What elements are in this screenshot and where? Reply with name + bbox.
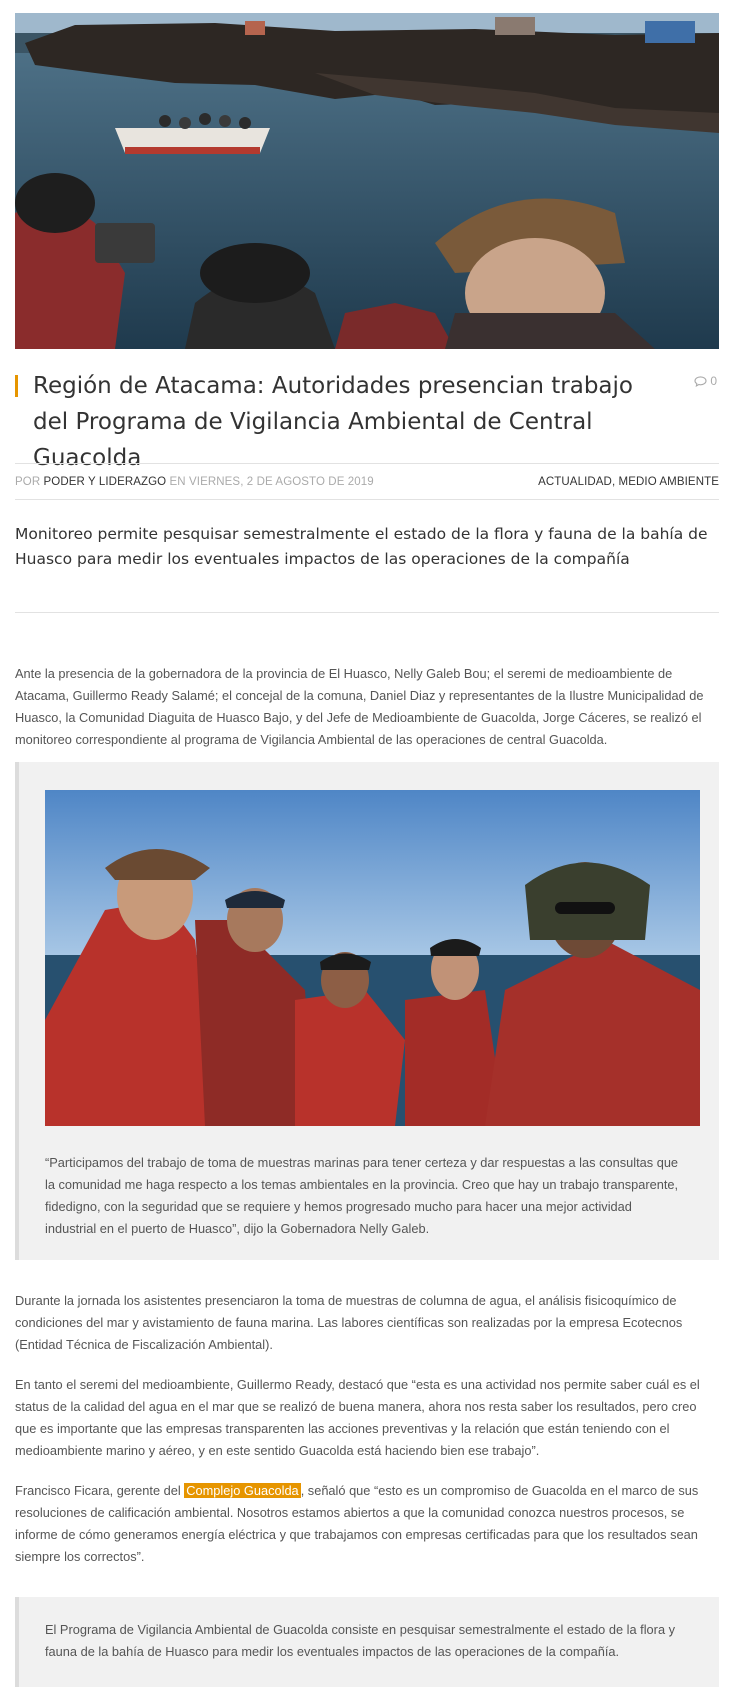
article-lead: Monitoreo permite pesquisar semestralmente el estado de la flora y fauna de la bahía de Huasco para medir los eventuales impactos de las operaciones de la compañía (15, 525, 708, 568)
category-list (538, 476, 719, 488)
quote-1-text: “Participamos del trabajo de toma de muestras marinas para tener certeza y dar respuestas a las consultas que la comunidad me haga respecto a los temas ambientales en la provincia. Creo que hay un trabajo transparente, fidedigno, con la seguridad que se requiere y hemos progresado mucho para hacer una mejor actividad industrial en el puerto de Huasco”, dijo la Gobernadora Nelly Galeb. (45, 1155, 679, 1236)
comment-icon (694, 376, 707, 387)
paragraph-4-before: Francisco Ficara, gerente del (15, 1483, 185, 1498)
article-title: Región de Atacama: Autoridades presencian trabajo del Programa de Vigilancia Ambiental de Central Guacolda (33, 373, 633, 471)
article-meta (15, 463, 719, 500)
paragraph-1: Ante la presencia de la gobernadora de la provincia de El Huasco, Nelly Galeb Bou; el seremi de medioambiente de Atacama, Guillermo Ready Salamé; el concejal de la comuna, Daniel Diaz y representantes de la Ilustre Municipalidad de Huasco, la Comunidad Diaguita de Huasco Bajo, y del Jefe de Medioambiente de Guacolda, Jorge Cáceres, se realizó el monitoreo correspondiente al programa de Vigilancia Ambiental de las operaciones de central Guacolda. (15, 666, 704, 747)
by-prefix: POR (15, 475, 41, 488)
hero-photo-illustration (15, 13, 719, 349)
paragraph-3: En tanto el seremi del medioambiente, Guillermo Ready, destacó que “esta es una actividad nos permite saber cuál es el status de la calidad del agua en el mar que se realizó de buena manera, ahora nos resta saber los resultados, pero creo que es importante que las empresas transparenten las acciones preventivas y la relación que están teniendo con el medioambiente marino y aéreo, y en este sentido Guacolda está haciendo bien ese trabajo”. (15, 1377, 700, 1458)
byline (15, 476, 374, 488)
date-prefix: EN (169, 475, 186, 488)
comment-count-link[interactable] (694, 374, 717, 388)
publish-date: VIERNES, 2 DE AGOSTO DE 2019 (189, 475, 374, 488)
paragraph-2: Durante la jornada los asistentes presenciaron la toma de muestras de columna de agua, el análisis fisicoquímico de condiciones del mar y avistamiento de fauna marina. Las labores científicas son realizadas por la empresa Ecotecnos (Entidad Técnica de Fiscalización Ambiental). (15, 1293, 683, 1352)
group-photo-illustration (45, 790, 700, 1126)
blockquote-2 (15, 1597, 719, 1687)
category-separator: , (611, 475, 619, 488)
title-accent-bar (15, 375, 18, 397)
category-link-medio-ambiente[interactable]: MEDIO AMBIENTE (618, 475, 719, 488)
group-photo (45, 790, 700, 1126)
blockquote-photo (15, 762, 719, 1260)
author-link[interactable]: PODER Y LIDERAZGO (43, 475, 167, 488)
paragraph-4-after: , señaló que “esto es un compromiso de Guacolda en el marco de sus resoluciones de calificación ambiental. Nosotros estamos abiertos a que la comunidad conozca nuestros procesos, se informe de cómo generamos energía eléctrica y que trabajamos con empresas certificadas para que los resultados sean siempre los correctos”. (15, 1483, 699, 1564)
paragraph-4 (15, 1480, 719, 1568)
divider (15, 612, 719, 613)
hero-photo (15, 13, 719, 349)
category-link-actualidad[interactable]: ACTUALIDAD (538, 475, 612, 488)
comment-count: 0 (710, 374, 717, 388)
complejo-guacolda-link[interactable]: Complejo Guacolda (186, 1483, 299, 1498)
quote-2-text: El Programa de Vigilancia Ambiental de Guacolda consiste en pesquisar semestralmente el estado de la flora y fauna de la bahía de Huasco para medir los eventuales impactos de las operaciones de la compañía. (45, 1622, 676, 1659)
